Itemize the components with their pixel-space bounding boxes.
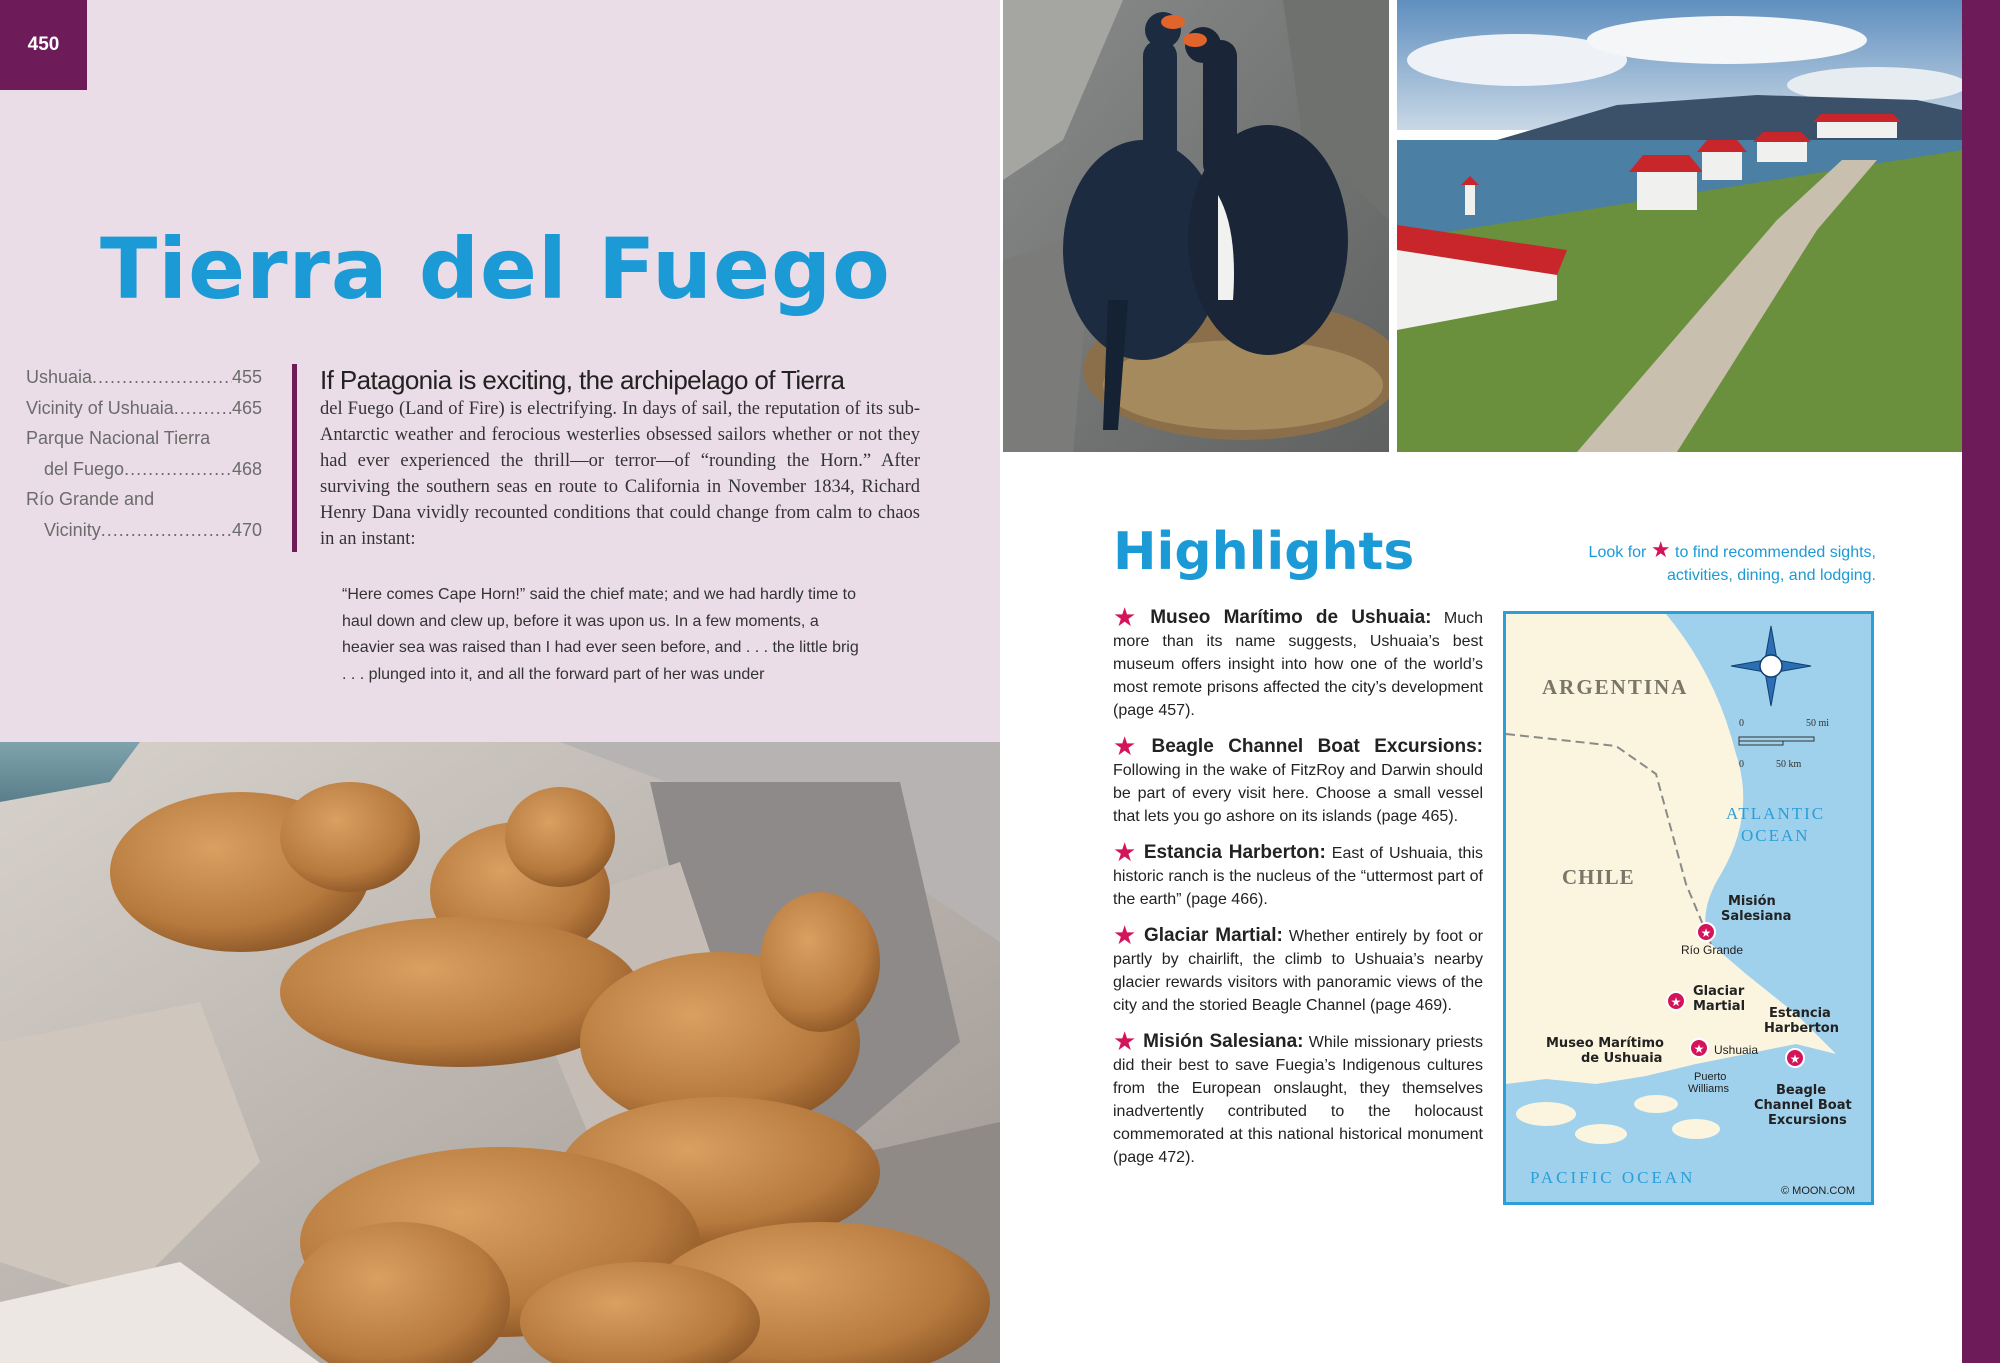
highlight-item[interactable]: ★ Glaciar Martial: Whether entirely by foot or partly by chairlift, the climb to Ushuaia’s nearby glacier rewards visitors with panoramic views of the city and the storied Beagle Channel (page 469). [1113,920,1484,1014]
intro-lead: If Patagonia is exciting, the archipelago of Tierra [320,365,845,395]
svg-text:CHILE: CHILE [1562,865,1635,889]
svg-text:Harberton: Harberton [1764,1021,1839,1036]
chapter-title: Tierra del Fuego [100,220,891,318]
svg-text:Museo Marítimo: Museo Marítimo [1546,1036,1664,1051]
star-icon: ★ [1113,837,1138,867]
highlights-map [1503,611,1874,1205]
svg-text:ARGENTINA: ARGENTINA [1542,675,1689,699]
svg-text:Salesiana: Salesiana [1721,909,1792,924]
estancia-photo [1397,0,1962,452]
svg-text:Misión: Misión [1728,894,1776,909]
star-icon: ★ [1650,537,1671,562]
intro-text [292,364,920,552]
page-number: 450 [0,0,87,90]
toc-entry[interactable]: Parque Nacional Tierra del Fuego ..... 468 [26,423,262,484]
star-icon: ★ [1113,602,1145,632]
highlights-note: Look for ★ to find recommended sights, activities, dining, and lodging. [1588,537,1876,584]
svg-text:PACIFIC OCEAN: PACIFIC OCEAN [1530,1168,1696,1187]
highlights-list [1113,602,1484,1182]
toc-entry[interactable]: Río Grande and Vicinity ..... 470 [26,484,262,545]
star-icon: ★ [1700,926,1712,940]
svg-text:Río Grande: Río Grande [1681,943,1744,957]
highlight-item[interactable]: ★ Estancia Harberton: East of Ushuaia, this historic ranch is the nucleus of the “uttermost part of the earth” (page 466). [1113,837,1484,908]
svg-text:Beagle: Beagle [1776,1083,1827,1098]
svg-text:Excursions: Excursions [1768,1113,1847,1128]
svg-text:Glaciar: Glaciar [1693,984,1745,999]
svg-text:0: 0 [1739,718,1744,729]
star-icon: ★ [1113,1026,1138,1056]
svg-text:ATLANTIC: ATLANTIC [1726,804,1826,823]
svg-text:50 km: 50 km [1776,759,1802,770]
star-icon: ★ [1113,731,1146,761]
svg-text:Puerto: Puerto [1694,1071,1727,1083]
star-icon: ★ [1670,995,1682,1009]
highlight-item[interactable]: ★ Beagle Channel Boat Excursions: Following in the wake of FitzRoy and Darwin should be part of every visit here. Choose a small vessel that lets you go ashore on its islands (page 465). [1113,731,1483,825]
svg-text:Channel Boat: Channel Boat [1754,1098,1852,1113]
highlight-item[interactable]: ★ Museo Marítimo de Ushuaia: Much more than its name suggests, Ushuaia’s best museum offers insight into how one of the world’s most remote prisons affected the city’s development (page 457). [1113,602,1483,719]
quote: “Here comes Cape Horn!” said the chief mate; and we had hardly time to haul down and clew up, before it was upon us. In a few moments, a heavier sea was raised than I had ever seen before, and . . . the little brig . . . plunged into it, and all the forward part of her was under [342,586,859,683]
toc-entry[interactable]: Ushuaia ..... 455 [26,362,262,393]
svg-text:OCEAN: OCEAN [1741,826,1810,845]
toc-entry[interactable]: Vicinity of Ushuaia ..... 465 [26,393,262,424]
intro-body: del Fuego (Land of Fire) is electrifying. In days of sail, the reputation of its sub-Antarctic weather and ferocious westerlies obsessed sailors whether or not they had ever experienced the thrill—or terror—of “rounding the Horn.” After surviving the southern seas en route to California in November 1834, Richard Henry Dana vividly recounted conditions that could change from calm to chaos in an instant: [320,399,920,549]
page-edge-bar [1962,0,2000,1363]
star-icon: ★ [1693,1042,1705,1056]
chapter-contents [26,362,262,545]
svg-text:Williams: Williams [1688,1083,1729,1095]
svg-text:0: 0 [1739,759,1744,770]
svg-text:50 mi: 50 mi [1806,718,1830,729]
highlights-title: Highlights [1113,522,1415,582]
cormorants-photo [1003,0,1389,452]
star-icon: ★ [1789,1052,1801,1066]
svg-text:de Ushuaia: de Ushuaia [1581,1051,1663,1066]
svg-text:© MOON.COM: © MOON.COM [1781,1185,1856,1197]
sea-lions-photo [0,742,1000,1363]
svg-text:Ushuaia: Ushuaia [1714,1043,1759,1057]
star-icon: ★ [1113,920,1138,950]
svg-text:Martial: Martial [1693,999,1746,1014]
highlight-item[interactable]: ★ Misión Salesiana: While missionary priests did their best to save Fuegia’s Indigenous cultures from the European onslaught, they themselves inadvertently contributed to the holocaust commemorated at this national historical monument (page 472). [1113,1026,1483,1166]
svg-text:Estancia: Estancia [1769,1006,1831,1021]
